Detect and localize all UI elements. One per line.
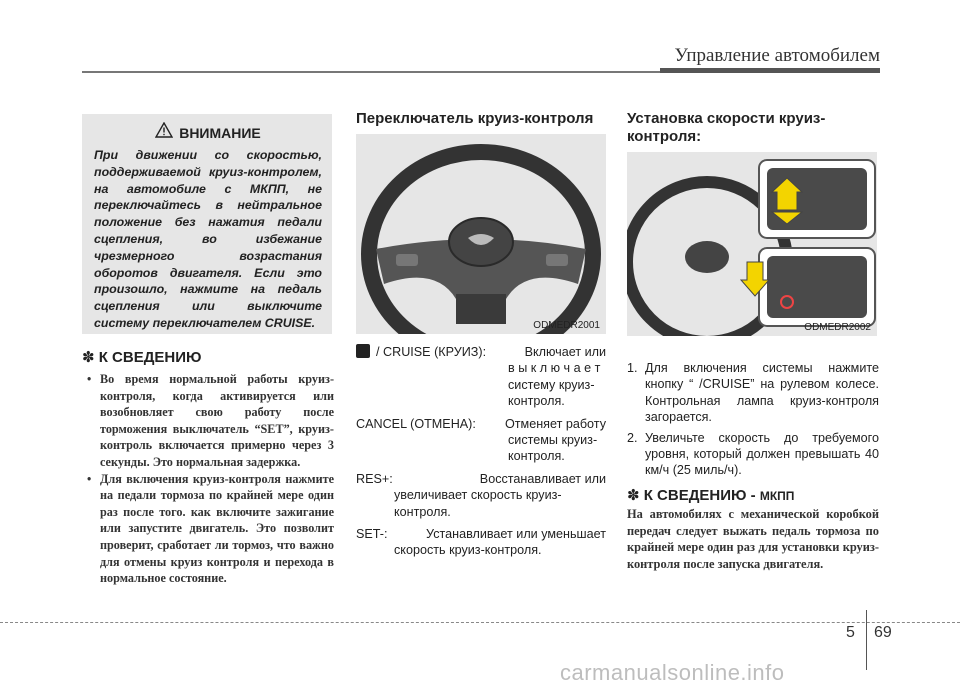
page-number: 69 <box>874 624 892 641</box>
section-number: 5 <box>846 624 855 641</box>
definition-cont: контроля. <box>508 449 565 464</box>
definition-text: Отменяет работу <box>504 416 606 431</box>
switch-definitions <box>356 344 606 565</box>
definition-cont: контроля. <box>508 394 565 409</box>
definition-term: SET-: <box>356 527 388 542</box>
definition-cont: систему круиз- <box>508 377 595 392</box>
step-item <box>627 360 879 426</box>
caution-item: • Во время нормальной работы круиз-контроля, когда активируется или возобновляет свою работу после торможения выключатель “SET”, круиз-контроль включается примерно через 3 секунды. Это нормальная задержка. <box>82 371 334 471</box>
cruise-buttons-illustration <box>627 152 877 336</box>
caution-item: • Для включения круиз-контроля нажмите на педали тормоза по крайней мере один раз после того. как включите зажигание или запустите двигатель. Это позволит проверит, сработает ли тормоз, что важно для отмены круиз контроля и перехода в нормальное состояние. <box>82 471 334 587</box>
definition-term: RES+: <box>356 471 393 486</box>
definition-term: CANCEL (ОТМЕНА): <box>356 416 476 431</box>
caution-mt-text: На автомобилях с механической коробкой передач следует выжать педаль тормоза по крайней мере один раз для установки круиз-контроля после запуска двигателя. <box>627 507 879 571</box>
image-code: ODMEDR2001 <box>533 320 600 331</box>
steering-wheel-illustration <box>356 134 606 334</box>
definition-cont: контроля. <box>394 504 451 519</box>
definition-text: Устанавливает или уменьшает <box>426 527 606 542</box>
step-number: 1. <box>627 361 638 375</box>
definition-cruise <box>356 344 606 410</box>
cruise-control-icon <box>356 344 370 358</box>
warning-text: При движении со скоростью, поддерживаемой круиз-контролем, на автомобиле с МКПП, не переключайтесь в нейтральное положение без нажатия педали сцепления, во избежание чрезмерного возрастания оборотов двигателя. Если это произошло, нажмите на педаль сцепления или выключите систему переключателем CRUISE. <box>94 148 322 330</box>
warning-title: ВНИМАНИЕ <box>179 124 261 141</box>
definition-term: / CRUISE (КРУИЗ): <box>376 345 487 359</box>
watermark: carmanualsonline.info <box>560 660 785 685</box>
page-divider <box>866 610 867 670</box>
step-text: Увеличьте скорость до требуемого уровня, который должен превышать 40 км/ч (25 миль/ч). <box>645 430 879 478</box>
setup-steps <box>627 360 879 483</box>
warning-triangle-icon <box>155 122 173 143</box>
definition-text: Восстанавливает или <box>479 471 606 486</box>
setup-section-heading: Установка скорости круиз-контроля: <box>627 110 826 145</box>
caution-mt-heading-main: ✽ К СВЕДЕНИЮ - <box>627 487 756 504</box>
image-code: ODMEDR2002 <box>804 322 871 333</box>
caution-mt-heading-sub: МКПП <box>759 489 795 503</box>
definition-cont: в ы к л ю ч а е т <box>508 361 601 376</box>
definition-cont: системы круиз- <box>508 433 598 448</box>
definition-cont: увеличивает скорость круиз- <box>394 488 562 503</box>
definition-cont: скорость круиз-контроля. <box>394 543 542 558</box>
definition-set <box>356 526 606 559</box>
step-text: Для включения системы нажмите кнопку “ /CRUISE” на рулевом колесе. Контрольная лампа круиз-контроля загорается. <box>645 361 879 425</box>
footer-rule <box>0 622 960 623</box>
definition-cancel <box>356 416 606 465</box>
caution-heading: ✽ К СВЕДЕНИЮ <box>82 349 202 366</box>
warning-box <box>82 114 332 334</box>
caution-list <box>82 371 334 587</box>
page-header-title: Управление автомобилем <box>674 45 880 66</box>
switch-section-heading: Переключатель круиз-контроля <box>356 110 594 127</box>
caution-mt-heading <box>627 486 794 504</box>
definition-res <box>356 471 606 520</box>
definition-text: Включает или <box>524 345 606 359</box>
header-rule-accent <box>660 68 880 73</box>
step-item <box>627 430 879 479</box>
step-number: 2. <box>627 430 638 445</box>
